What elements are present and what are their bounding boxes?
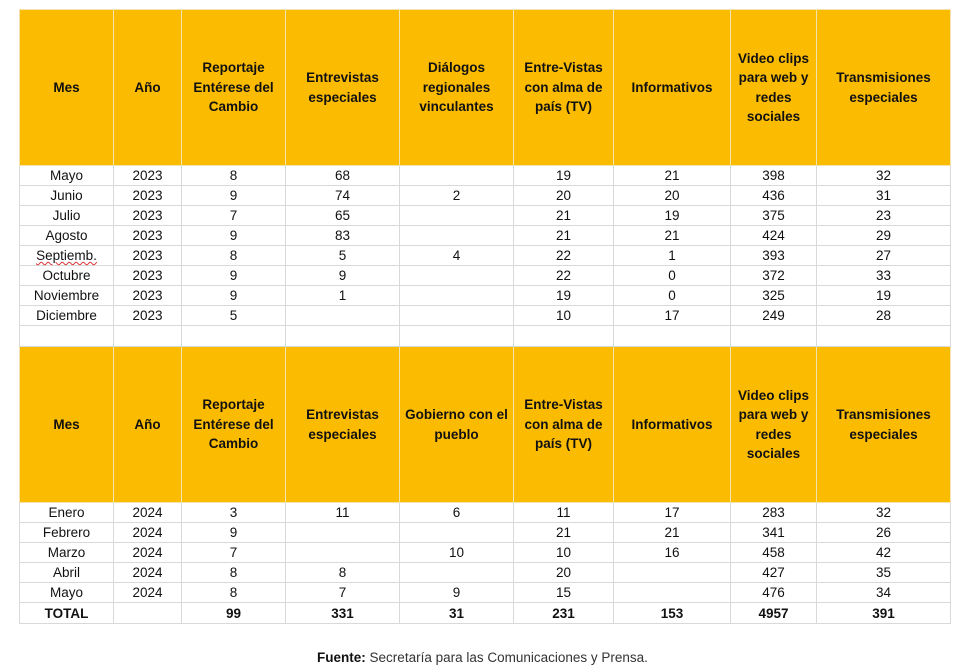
table-cell: 27: [817, 246, 951, 266]
table-row: [20, 246, 951, 266]
table-cell: 9: [182, 186, 286, 206]
source-note: [0, 650, 965, 665]
table-cell: Mayo: [20, 583, 114, 603]
header-row: [20, 347, 951, 503]
table-cell: 2024: [114, 583, 182, 603]
table-cell: 393: [731, 246, 817, 266]
table-cell: 0: [614, 286, 731, 306]
table-cell: 21: [514, 206, 614, 226]
table-cell: Noviembre: [20, 286, 114, 306]
table-row: [20, 206, 951, 226]
table-cell: 5: [286, 246, 400, 266]
table-row: [20, 583, 951, 603]
column-header: Mes: [20, 10, 114, 166]
spacer-cell: [182, 326, 286, 347]
table-cell: 2: [400, 186, 514, 206]
table-row: [20, 563, 951, 583]
table-cell: 7: [182, 543, 286, 563]
table-cell: 21: [514, 226, 614, 246]
table-cell: 83: [286, 226, 400, 246]
table-cell: 22: [514, 246, 614, 266]
total-cell: 99: [182, 603, 286, 624]
table-cell: 19: [817, 286, 951, 306]
table-cell: 0: [614, 266, 731, 286]
table-cell: [400, 306, 514, 326]
table-cell: 26: [817, 523, 951, 543]
table-row: [20, 166, 951, 186]
media-production-table: [19, 9, 951, 624]
column-header: Año: [114, 347, 182, 503]
total-cell: [114, 603, 182, 624]
spacer-cell: [731, 326, 817, 347]
table-cell: 2024: [114, 563, 182, 583]
spacer-cell: [20, 326, 114, 347]
column-header: Reportaje Entérese del Cambio: [182, 10, 286, 166]
table-row: [20, 306, 951, 326]
column-header: Entre-Vistas con alma de país (TV): [514, 10, 614, 166]
table-cell: Diciembre: [20, 306, 114, 326]
table-cell: 7: [286, 583, 400, 603]
table-cell: Enero: [20, 503, 114, 523]
table-cell: [286, 543, 400, 563]
table-cell: 476: [731, 583, 817, 603]
table-cell: 2023: [114, 226, 182, 246]
table-cell: 65: [286, 206, 400, 226]
table-cell: 34: [817, 583, 951, 603]
column-header: Diálogos regionales vinculantes: [400, 10, 514, 166]
table-cell: 283: [731, 503, 817, 523]
table-cell: 424: [731, 226, 817, 246]
column-header: Gobierno con el pueblo: [400, 347, 514, 503]
table-cell: 21: [614, 523, 731, 543]
table-cell: 11: [286, 503, 400, 523]
table-cell: 10: [400, 543, 514, 563]
table-cell: 8: [182, 246, 286, 266]
table-cell: 458: [731, 543, 817, 563]
table-cell: 2024: [114, 523, 182, 543]
spacer-row: [20, 326, 951, 347]
table-cell: [400, 266, 514, 286]
spacer-cell: [514, 326, 614, 347]
column-header: Año: [114, 10, 182, 166]
column-header: Informativos: [614, 10, 731, 166]
table-cell: 2023: [114, 286, 182, 306]
total-cell: 331: [286, 603, 400, 624]
column-header: Video clips para web y redes sociales: [731, 347, 817, 503]
table-cell: 32: [817, 503, 951, 523]
table-cell: 341: [731, 523, 817, 543]
table-cell: Abril: [20, 563, 114, 583]
table-cell: 20: [514, 186, 614, 206]
column-header: Reportaje Entérese del Cambio: [182, 347, 286, 503]
table-cell: 9: [182, 226, 286, 246]
table-cell: 20: [514, 563, 614, 583]
column-header: Entrevistas especiales: [286, 347, 400, 503]
table-cell: 2023: [114, 206, 182, 226]
table-cell: 8: [182, 166, 286, 186]
total-row: [20, 603, 951, 624]
table-cell: 19: [514, 286, 614, 306]
table-cell: 21: [614, 226, 731, 246]
table-cell: 4: [400, 246, 514, 266]
table-cell: Mayo: [20, 166, 114, 186]
table-cell: [614, 583, 731, 603]
column-header: Entre-Vistas con alma de país (TV): [514, 347, 614, 503]
table-cell: 42: [817, 543, 951, 563]
table-cell: 372: [731, 266, 817, 286]
table-cell: 9: [182, 266, 286, 286]
table-cell: 3: [182, 503, 286, 523]
table-cell: 17: [614, 503, 731, 523]
total-cell: 4957: [731, 603, 817, 624]
table-cell: 15: [514, 583, 614, 603]
table-cell: Septiemb.: [20, 246, 114, 266]
table-cell: [400, 563, 514, 583]
table-cell: 8: [182, 563, 286, 583]
table-row: [20, 186, 951, 206]
table-cell: [286, 523, 400, 543]
table-cell: 436: [731, 186, 817, 206]
table-cell: 2023: [114, 186, 182, 206]
table-cell: 2024: [114, 503, 182, 523]
table-row: [20, 523, 951, 543]
table-cell: 427: [731, 563, 817, 583]
table-cell: 16: [614, 543, 731, 563]
table-cell: 7: [182, 206, 286, 226]
spacer-cell: [400, 326, 514, 347]
table-row: [20, 286, 951, 306]
table-cell: 33: [817, 266, 951, 286]
table-cell: 31: [817, 186, 951, 206]
table-cell: 2023: [114, 166, 182, 186]
table-cell: 9: [286, 266, 400, 286]
table-row: [20, 266, 951, 286]
table-row: [20, 503, 951, 523]
table-cell: [400, 206, 514, 226]
table-cell: [400, 523, 514, 543]
table-cell: 1: [614, 246, 731, 266]
table-cell: 32: [817, 166, 951, 186]
table-row: [20, 226, 951, 246]
table-cell: 17: [614, 306, 731, 326]
table-cell: Febrero: [20, 523, 114, 543]
total-cell: 231: [514, 603, 614, 624]
header-row: [20, 10, 951, 166]
table-cell: 9: [182, 286, 286, 306]
table-cell: [400, 286, 514, 306]
column-header: Mes: [20, 347, 114, 503]
table-cell: 21: [614, 166, 731, 186]
table-cell: [400, 166, 514, 186]
spacer-cell: [114, 326, 182, 347]
total-cell: 153: [614, 603, 731, 624]
table-cell: 22: [514, 266, 614, 286]
table-cell: 325: [731, 286, 817, 306]
table-cell: 9: [400, 583, 514, 603]
table-cell: 29: [817, 226, 951, 246]
column-header: Entrevistas especiales: [286, 10, 400, 166]
table-cell: 375: [731, 206, 817, 226]
table-cell: 74: [286, 186, 400, 206]
source-label: Fuente:: [317, 650, 366, 665]
table-cell: 28: [817, 306, 951, 326]
table-cell: 8: [182, 583, 286, 603]
total-cell: TOTAL: [20, 603, 114, 624]
table-cell: Octubre: [20, 266, 114, 286]
table-cell: Agosto: [20, 226, 114, 246]
table-cell: [286, 306, 400, 326]
table-cell: 249: [731, 306, 817, 326]
table-cell: 5: [182, 306, 286, 326]
table-row: [20, 543, 951, 563]
table-cell: 11: [514, 503, 614, 523]
column-header: Transmisiones especiales: [817, 347, 951, 503]
table-cell: 2023: [114, 246, 182, 266]
table-cell: 19: [514, 166, 614, 186]
table-cell: Junio: [20, 186, 114, 206]
table-cell: 1: [286, 286, 400, 306]
table-cell: Marzo: [20, 543, 114, 563]
table-cell: 2024: [114, 543, 182, 563]
table-cell: 6: [400, 503, 514, 523]
column-header: Transmisiones especiales: [817, 10, 951, 166]
spacer-cell: [614, 326, 731, 347]
total-cell: 31: [400, 603, 514, 624]
table-cell: 21: [514, 523, 614, 543]
spacer-cell: [286, 326, 400, 347]
table-cell: 23: [817, 206, 951, 226]
table-cell: 10: [514, 543, 614, 563]
table-cell: [400, 226, 514, 246]
table-cell: 20: [614, 186, 731, 206]
spacer-cell: [817, 326, 951, 347]
total-cell: 391: [817, 603, 951, 624]
table-cell: 398: [731, 166, 817, 186]
table-cell: [614, 563, 731, 583]
table-cell: Julio: [20, 206, 114, 226]
table-cell: 2023: [114, 266, 182, 286]
table-cell: 10: [514, 306, 614, 326]
column-header: Video clips para web y redes sociales: [731, 10, 817, 166]
table-cell: 8: [286, 563, 400, 583]
table-cell: 68: [286, 166, 400, 186]
source-text: Secretaría para las Comunicaciones y Prensa.: [365, 650, 648, 665]
table-cell: 2023: [114, 306, 182, 326]
table-cell: 9: [182, 523, 286, 543]
column-header: Informativos: [614, 347, 731, 503]
table-cell: 35: [817, 563, 951, 583]
table-cell: 19: [614, 206, 731, 226]
